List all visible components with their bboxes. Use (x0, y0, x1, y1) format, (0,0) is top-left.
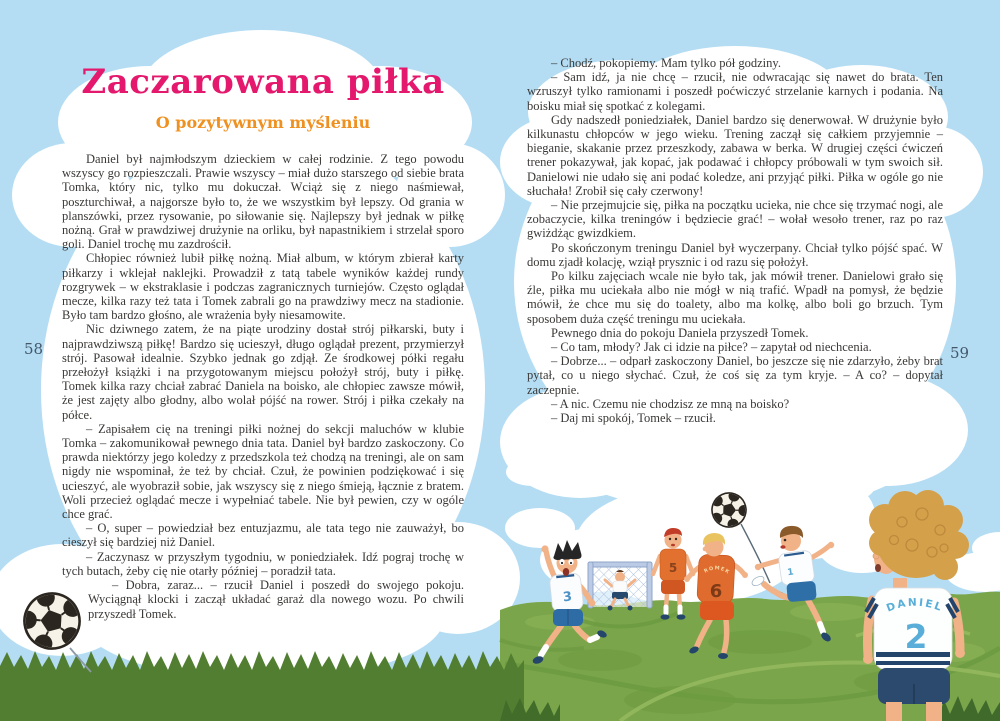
story-paragraph: – Zaczynasz w przyszłym tygodniu, w poniedziałek. Idź pograj trochę w tych butach, żeby cię nie otarły później – poradził tata. (62, 549, 464, 578)
story-subtitle: O pozytywnym myśleniu (155, 113, 371, 132)
story-paragraph: – A nic. Czemu nie chodzisz ze mną na boisko? (551, 396, 790, 411)
story-title: Zaczarowana piłka (81, 62, 445, 102)
jersey-number-3: 3 (562, 589, 573, 606)
right-page-text (527, 56, 943, 425)
story-paragraph: – Dobra, zaraz... – rzucił Daniel i poszedł do swojego pokoju. Wyciągnął klocki i zaczął układać garaż dla nowego wozu. Po chwili przyszedł Tomek. (88, 578, 464, 621)
jersey-number-6: 6 (709, 581, 723, 602)
story-paragraph: Gdy nadszedł poniedziałek, Daniel bardzo się denerwował. W drużynie było kilkunastu chłopców w jego wieku. Trening zaczął się całkiem przyjemnie – bieganie, skakanie przez przeszkody, zabawa w berka. W drugiej części ćwiczeń trener pokazywał, jak kopać, jak podawać i chłopcy próbowali w tym swoich sił. Danielowi nie udało się ani podać koledze, ani przyjąć piłki. Piłka w ogóle go nie słuchała! Zrobił się cały czerwony! (527, 112, 943, 198)
story-paragraph: – Zapisałem cię na treningi piłki nożnej do sekcji maluchów w klubie Tomka – zakomunikował pewnego dnia tata. Daniel był bardzo zaskoczony. Co prawda niektórzy jego koledzy z przedszkola też chodzą na treningi, ale on sam nigdy nie wspominał, że też by chciał. Czuł, że powinien podziękować i się ucieszyć, ale wyobraził sobie, jak wszyscy się z niego śmieją, łącznie z bratem. Woli przecież oglądać mecze i wypełniać tabele. Nie był pewien, czy w ogóle chce grać. (62, 421, 464, 522)
story-paragraph: – Chodź, pokopiemy. Mam tylko pół godziny. (551, 56, 781, 70)
jersey-number-1: 1 (786, 567, 795, 579)
jersey-number-2: 2 (904, 617, 928, 656)
story-paragraph: – Sam idź, ja nie chcę – rzucił, nie odwracając się nawet do brata. Ten wzruszył tylko ramionami i poszedł poćwiczyć strzelanie karnych i podania. Na boisku miał się spotkać z kolegami. (527, 70, 943, 113)
story-paragraph: – O, super – powiedział bez entuzjazmu, ale tata tego nie zauważył, bo cieszył się bardziej niż Daniel. (62, 521, 464, 550)
story-paragraph: Pewnego dnia do pokoju Daniela przyszedł Tomek. (551, 325, 809, 340)
left-page-body (62, 152, 464, 621)
story-paragraph: – Daj mi spokój, Tomek – rzucił. (551, 411, 716, 426)
story-paragraph: – Dobrze... – odparł zaskoczony Daniel, bo jeszcze się nie zdarzyło, żeby brat pytał, co u niego słychać. Czuł, że coś się za tym kryje. – A co? – dopytał zaczepnie. (527, 354, 943, 397)
page-number-left: 58 (24, 340, 44, 358)
story-paragraph: – Co tam, młody? Jak ci idzie na piłce? – zapytał od niechcenia. (551, 340, 872, 355)
jersey-number-5: 5 (668, 561, 678, 575)
story-paragraph: Po skończonym treningu Daniel był wyczerpany. Chciał tylko pójść spać. W domu zjadł kolację, wziął prysznic i od razu się położył. (527, 240, 943, 269)
jersey-name-daniel: DANIEL (884, 596, 945, 615)
story-paragraph: – Nie przejmujcie się, piłka na początku ucieka, nie chce się trzymać nogi, ale zobaczycie, kilka treningów i będziecie grać! – wołał wesoło trener, raz po raz gwiżdżąc gwizdkiem. (527, 198, 943, 241)
story-paragraph: Po kilku zajęciach wcale nie było tak, jak mówił trener. Danielowi grało się źle, piłka mu uciekała albo nie mógł w nią trafić. Wpadł na pomysł, że będzie mówił, że chce mu się do toalety, albo ma kolkę, albo boli go brzuch. Tym sposobem duża część treningu mu uciekała. (527, 269, 943, 326)
story-paragraph: Daniel był najmłodszym dzieckiem w całej rodzinie. Z tego powodu wszyscy go rozpieszczali. Prawie wszyscy – miał dużo starszego od siebie brata Tomka, który nic, tylko mu dokuczał. Wciąż się z niego naśmiewał, poszturchiwał, a najgorsze było to, że we wszystkim był lepszy. Od grania w planszówki, przez rysowanie, po siłowanie się. Najlepszy był jednak w piłkę nożną. Grał w prawdziwej drużynie na orliku, był napastnikiem i strzelał sporo goli. Daniel trochę mu zazdrościł. (62, 152, 464, 252)
story-paragraph: Nic dziwnego zatem, że na piąte urodziny dostał strój piłkarski, buty i najprawdziwszą piłkę! Bardzo się ucieszył, długo oglądał prezent, przymierzył strój. Pasował idealnie. Szybko jednak go zdjął. Ze środkowej półki regału przełożył książki i na przygotowanym miejscu położył strój, buty i piłkę. Tomek kilka razy chciał zabrać Daniela na boisko, ale chłopiec zawsze mówił, że jest zajęty albo głodny, albo wolał pójść na rower. Strój i piłka czekały na półce. (62, 322, 464, 422)
story-paragraph: Chłopiec również lubił piłkę nożną. Miał album, w którym zbierał karty piłkarzy i wklejał naklejki. Prowadził z tatą tabele wyników każdej rundy rozgrywek – w ekstraklasie i podczas zagranicznych turniejów. Często oglądał mecze, kilka razy też tata i Tomek zabrali go na prawdziwy mecz na stadionie. Było tam bardzo głośno, ale wrażenia były niesamowite. (62, 251, 464, 323)
page-number-right: 59 (950, 344, 970, 362)
jersey-name-romek: ROMEK (703, 565, 731, 576)
left-page-text (62, 62, 464, 621)
